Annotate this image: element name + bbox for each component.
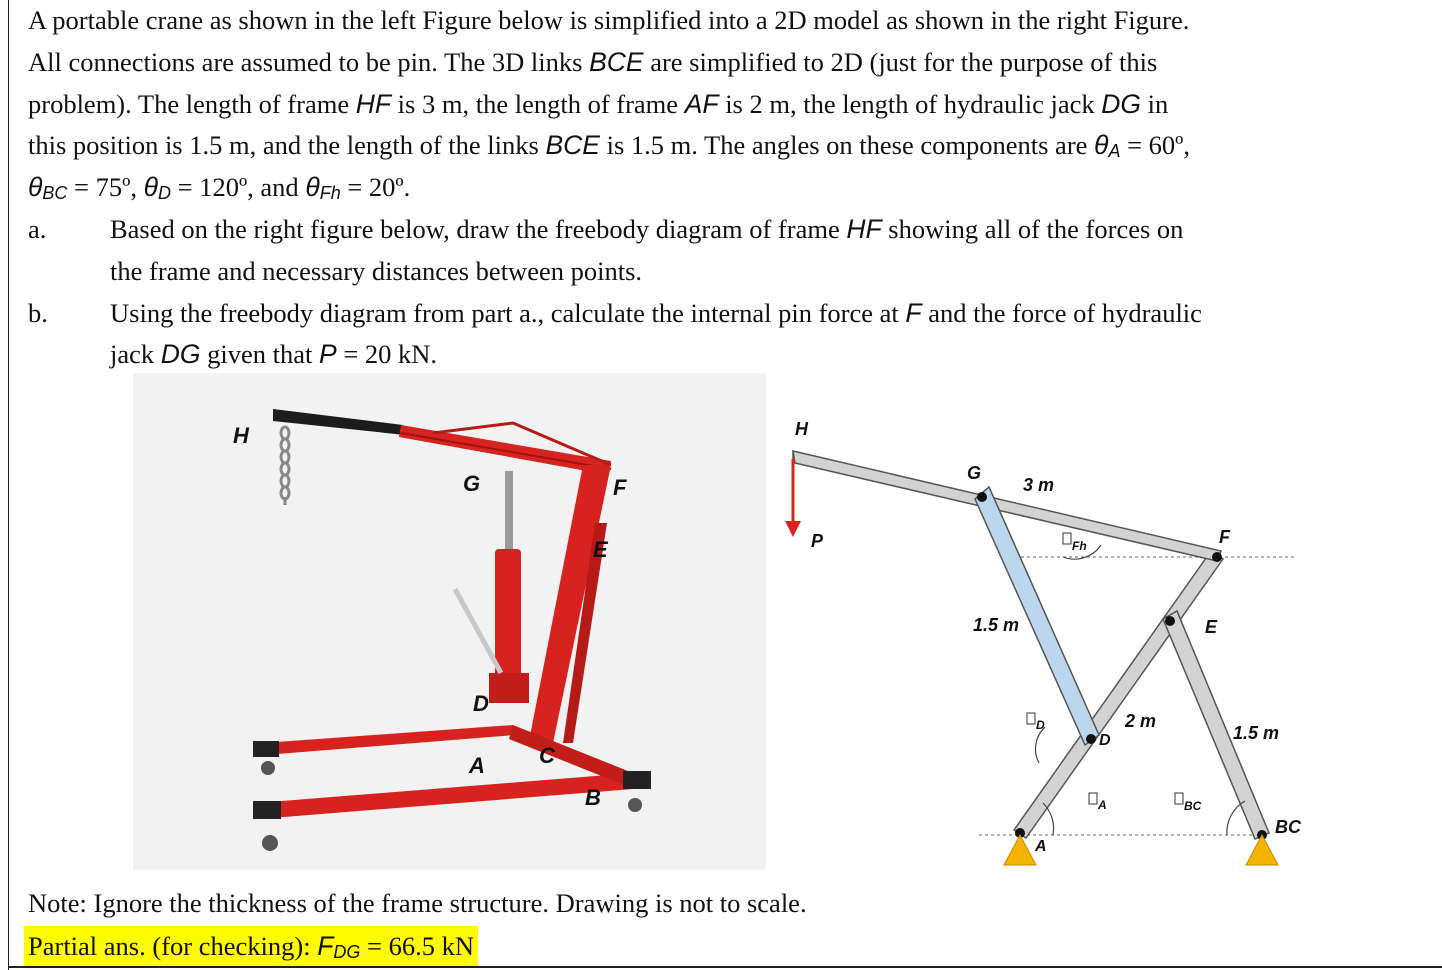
photo-label-G: G: [463, 471, 481, 496]
part-b-text: Using the freebody diagram from part a., calculate the internal pin force at: [110, 297, 906, 328]
intro-line-3: [28, 84, 1433, 126]
sub-Fh: Fh: [319, 183, 341, 204]
page-border-bottom: [8, 966, 1442, 968]
var-BCE: BCE: [545, 130, 600, 161]
var-DG: DG: [1101, 88, 1141, 119]
diagram-label-E: E: [1205, 617, 1218, 637]
intro-text: this position is 1.5 m, and the length of the links: [28, 130, 546, 161]
sub-DG: DG: [333, 942, 361, 963]
part-b-text: jack: [110, 339, 161, 370]
jack-pump: [489, 673, 529, 703]
wheel: [261, 761, 275, 775]
var-theta: θ: [305, 172, 320, 203]
wheel-mount: [623, 771, 651, 789]
intro-line-5: [28, 167, 1433, 209]
part-a-line-1: [110, 209, 1433, 251]
diagram-label-theta-A: A: [1098, 798, 1107, 812]
diagram-label-F: F: [1219, 527, 1230, 547]
var-P: P: [319, 339, 337, 370]
diagram-label-theta-BC: BC: [1184, 799, 1202, 813]
wheel: [628, 798, 642, 812]
diagram-label-P: P: [811, 531, 824, 551]
var-HF: HF: [846, 213, 882, 244]
intro-text: is 3 m, the length of frame: [391, 88, 685, 119]
var-AF: AF: [684, 88, 719, 119]
part-b-text: and the force of hydraulic: [921, 297, 1202, 328]
intro-text: = 75º,: [67, 172, 144, 203]
photo-label-B: B: [585, 785, 601, 810]
support-A: [1004, 835, 1036, 865]
crane-boom: [273, 409, 405, 435]
intro-text: All connections are assumed to be pin. The 3D links: [28, 46, 590, 77]
part-a: [28, 209, 1433, 293]
wheel: [262, 835, 278, 851]
part-b-label: b.: [28, 297, 48, 328]
diagram-label-1-5m-DG: 1.5 m: [973, 615, 1020, 635]
pin-F: [1212, 552, 1222, 562]
sub-D: D: [157, 183, 171, 204]
intro-line-4: [28, 125, 1433, 167]
diagram-label-A: A: [1035, 838, 1047, 855]
partial-answer-prefix: Partial ans. (for checking):: [28, 931, 318, 961]
theta-D-icon: [1027, 713, 1035, 724]
pin-G: [977, 492, 987, 502]
photo-label-C: C: [539, 743, 555, 768]
diagram-label-2m: 2 m: [1125, 711, 1157, 731]
model-diagram: [785, 419, 1302, 865]
force-P-head: [785, 521, 801, 537]
part-a-body: [110, 209, 1433, 293]
photo-label-A: A: [469, 753, 485, 778]
part-a-text: showing all of the forces on: [881, 213, 1184, 244]
support-BC: [1246, 835, 1278, 865]
diagram-label-1-5m-BCE: 1.5 m: [1233, 723, 1280, 743]
frame-AF: [1014, 551, 1223, 838]
wheel-mount: [253, 741, 279, 757]
var-F: F: [317, 931, 334, 961]
intro-text: is 2 m, the length of hydraulic jack: [718, 88, 1102, 119]
diagram-label-theta-Fh: Fh: [1072, 539, 1087, 553]
intro-text: in: [1141, 88, 1169, 119]
part-a-text: the frame and necessary distances between points.: [110, 255, 643, 286]
intro-text: is 1.5 m. The angles on these components are: [599, 130, 1095, 161]
part-a-label: a.: [28, 213, 47, 244]
var-F: F: [905, 297, 922, 328]
pin-D: [1086, 734, 1096, 744]
part-b-line-1: [110, 293, 1433, 335]
pin-E: [1165, 616, 1175, 626]
diagram-label-BC: BC: [1275, 817, 1301, 837]
partial-answer: [24, 926, 478, 966]
var-DG: DG: [160, 339, 201, 370]
intro-text: are simplified to 2D (just for the purpose of this: [643, 46, 1158, 77]
photo-label-F: F: [613, 475, 627, 500]
theta-BC-icon: [1175, 793, 1183, 804]
sub-BC: BC: [42, 183, 68, 204]
var-theta: θ: [143, 172, 158, 203]
intro-line-2: [28, 42, 1433, 84]
crane-photo: [233, 409, 651, 851]
part-b-text: = 20 kN.: [336, 339, 438, 370]
photo-label-D: D: [473, 691, 489, 716]
sub-A: A: [1108, 141, 1121, 162]
partial-answer-value: = 66.5 kN: [360, 931, 474, 961]
photo-label-E: E: [593, 537, 608, 562]
note: Note: Ignore the thickness of the frame structure. Drawing is not to scale.: [28, 888, 807, 918]
diagram-label-G: G: [967, 463, 982, 483]
figures-svg: [133, 373, 1313, 870]
part-a-line-2: [110, 251, 1433, 293]
base-leg-back: [263, 725, 515, 755]
var-HF: HF: [355, 88, 392, 119]
intro-text: = 20º.: [340, 172, 411, 203]
figures: [133, 373, 1313, 870]
part-b-body: [110, 293, 1433, 377]
var-theta: θ: [28, 172, 43, 203]
part-b-line-2: [110, 334, 1433, 376]
problem-statement: [28, 0, 1433, 376]
wheel-mount: [253, 801, 281, 819]
part-b-text: given that: [200, 339, 320, 370]
jack-rod: [505, 471, 513, 551]
intro-line-1: [28, 0, 1433, 42]
intro-text: A portable crane as shown in the left Figure below is simplified into a 2D model as shown in the right Figure.: [28, 5, 1190, 35]
jack-handle: [455, 589, 501, 673]
diagram-label-3m: 3 m: [1023, 475, 1055, 495]
var-BCE: BCE: [589, 46, 644, 77]
hook-chain: [281, 427, 289, 505]
intro-text: problem). The length of frame: [28, 88, 356, 119]
intro-text: = 120º, and: [171, 172, 306, 203]
part-a-text: Based on the right figure below, draw the freebody diagram of frame: [110, 213, 847, 244]
diagram-label-H: H: [795, 419, 808, 439]
diagram-label-D: D: [1099, 732, 1111, 749]
base-leg-front: [257, 773, 633, 819]
intro-text: = 60º,: [1120, 130, 1191, 161]
angle-arc-D: [1035, 727, 1045, 763]
diagram-label-theta-D: D: [1036, 718, 1045, 732]
theta-Fh-icon: [1063, 533, 1071, 544]
var-theta: θ: [1094, 130, 1109, 161]
part-b: [28, 293, 1433, 377]
theta-A-icon: [1089, 793, 1097, 804]
page-border-left: [8, 0, 9, 970]
photo-label-H: H: [233, 423, 249, 448]
